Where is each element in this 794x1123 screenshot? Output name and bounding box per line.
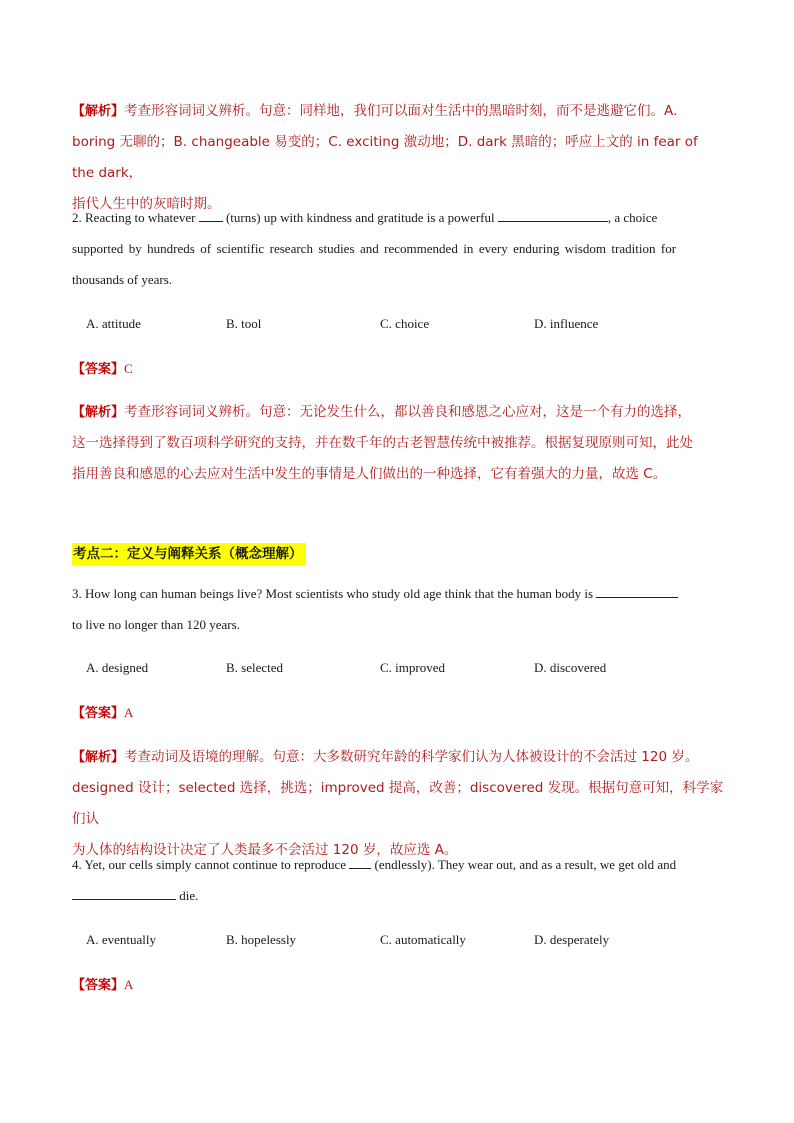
q2-option-c: C. choice: [380, 316, 430, 331]
q3-stem-line1: [72, 578, 724, 609]
q3-stem: [72, 578, 724, 640]
q3-analysis-line2: designed 设计；selected 选择，挑选；improved 提高，改善；discovered 发现。根据句意可知，科学家们认: [72, 780, 724, 827]
q2-analysis-line3: 指用善良和感恩的心去应对生活中发生的事情是人们做出的一种选择，它有着强大的力量，故选 C。: [72, 466, 667, 482]
q4-stem-text: (endlessly). They wear out, and as a result, we get old and: [374, 857, 677, 872]
q2-option-b: B. tool: [226, 316, 262, 331]
q4-option-a: A. eventually: [86, 932, 157, 947]
q2-stem-line3: thousands of years.: [72, 272, 173, 287]
q2-option-a: A. attitude: [86, 316, 141, 331]
q2-blank-1: [199, 209, 223, 222]
section-heading: 考点二：定义与阐释关系（概念理解）: [72, 543, 306, 565]
q2-stem-text: (turns) up with kindness and gratitude is a powerful: [225, 210, 495, 225]
q2-analysis: [72, 397, 724, 490]
analysis-tag: 【解析】: [72, 405, 125, 420]
q3-stem-text: 3. How long can human beings live? Most scientists who study old age think that the human body is: [72, 586, 594, 601]
q4-stem-line1: [72, 849, 724, 880]
q3-stem-line2: to live no longer than 120 years.: [72, 617, 240, 632]
answer-tag: 【答案】: [72, 362, 125, 377]
q3-analysis-line1: [72, 742, 724, 773]
q2-analysis-line1: [72, 397, 724, 428]
analysis-text: 考查动词及语境的理解。句意：大多数研究年龄的科学家们认为人体被设计的不会活过 120 岁。: [124, 749, 699, 765]
q2-analysis-line2: 这一选择得到了数百项科学研究的支持，并在数千年的古老智慧传统中被推荐。根据复现原则可知，此处: [72, 435, 693, 451]
q2-options: [86, 316, 726, 336]
answer-value: A: [124, 977, 134, 992]
q2-stem-line1: [72, 202, 724, 233]
answer-value: C: [124, 361, 133, 376]
q3-option-c: C. improved: [380, 660, 445, 675]
q3-options: [86, 660, 726, 680]
q4-option-d: D. desperately: [534, 932, 610, 947]
answer-value: A: [124, 705, 134, 720]
q3-option-a: A. designed: [86, 660, 149, 675]
q3-option-b: B. selected: [226, 660, 284, 675]
q4-blank-1: [349, 856, 371, 869]
q2-stem: [72, 202, 724, 295]
q1-analysis-line2: boring 无聊的；B. changeable 易变的；C. exciting 激动地；D. dark 黑暗的；呼应上文的 in fear of the dark，: [72, 134, 698, 181]
analysis-tag: 【解析】: [72, 104, 125, 119]
q4-stem-text: die.: [179, 888, 199, 903]
analysis-text: 考查形容词词义辨析。句意：同样地，我们可以面对生活中的黑暗时刻，而不是逃避它们。A.: [124, 103, 678, 119]
q4-option-b: B. hopelessly: [226, 932, 297, 947]
q4-stem-line2: [72, 880, 724, 911]
q4-stem: [72, 849, 724, 911]
q3-analysis-line3: 为人体的结构设计决定了人类最多不会活过 120 岁，故应选 A。: [72, 842, 458, 858]
q4-blank-2: [72, 887, 176, 900]
q4-answer: [72, 969, 724, 1001]
analysis-tag: 【解析】: [72, 750, 125, 765]
q4-option-c: C. automatically: [380, 932, 466, 947]
q2-stem-text: 2. Reacting to whatever: [72, 210, 196, 225]
q2-blank-2: [498, 209, 608, 222]
answer-tag: 【答案】: [72, 706, 125, 721]
q2-option-d: D. influence: [534, 316, 599, 331]
q4-options: [86, 932, 726, 952]
q3-option-d: D. discovered: [534, 660, 607, 675]
q2-answer: [72, 353, 724, 385]
q1-analysis-line1: [72, 96, 724, 127]
q2-stem-text: , a choice: [607, 210, 658, 225]
q4-stem-text: 4. Yet, our cells simply cannot continue to reproduce: [72, 857, 347, 872]
q2-stem-line2: supported by hundreds of scientific research studies and recommended in every enduring wisdom tradition for: [72, 241, 677, 256]
analysis-text: 考查形容词词义辨析。句意：无论发生什么，都以善良和感恩之心应对，这是一个有力的选择，: [124, 404, 692, 420]
answer-tag: 【答案】: [72, 978, 125, 993]
q3-blank: [596, 585, 678, 598]
q3-analysis: [72, 742, 724, 866]
q3-answer: [72, 697, 724, 729]
q1-analysis-line3: 指代人生中的灰暗时期。: [72, 196, 221, 212]
